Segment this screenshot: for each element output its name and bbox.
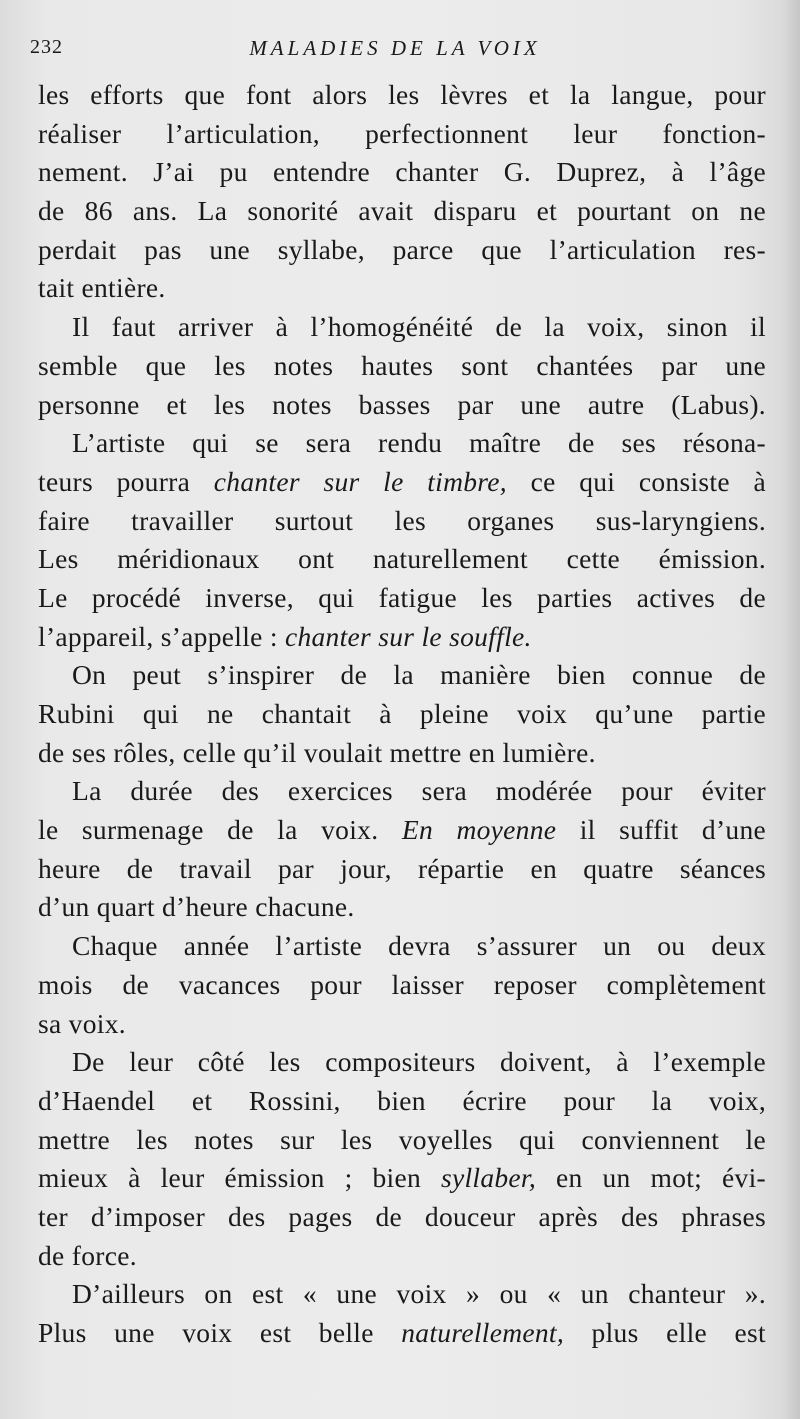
text-line: Rubini qui ne chantait à pleine voix qu’une partie bbox=[38, 698, 766, 729]
text-line: tait entière. bbox=[38, 272, 166, 304]
text-line: Il faut arriver à l’homogénéité de la voix, sinon il bbox=[72, 311, 766, 343]
italic-run: chanter sur le souffle. bbox=[284, 620, 532, 652]
text-line: nement. J’ai pu entendre chanter G. Duprez, à l’âge bbox=[38, 156, 766, 188]
text-line bbox=[38, 1159, 766, 1198]
italic-run: syllaber, bbox=[440, 1162, 537, 1194]
text-run: ce qui consiste à bbox=[506, 465, 766, 497]
text-line: ter d’imposer des pages de douceur après des phrases bbox=[38, 1200, 766, 1232]
text-line: L’artiste qui se sera rendu maître de ses résona- bbox=[72, 427, 766, 459]
text-line bbox=[38, 811, 766, 850]
italic-run: chanter sur le timbre, bbox=[213, 465, 507, 497]
text-line: réaliser l’articulation, perfectionnent leur fonction- bbox=[38, 117, 766, 149]
text-line: D’ailleurs on est « une voix » ou « un chanteur ». bbox=[72, 1278, 766, 1310]
text-run: il suffit d’une bbox=[556, 814, 767, 846]
text-run: teurs pourra bbox=[38, 465, 214, 497]
text-run: plus elle est bbox=[564, 1317, 766, 1348]
text-line bbox=[38, 1314, 766, 1353]
text-line: d’un quart d’heure chacune. bbox=[38, 891, 355, 923]
page-header bbox=[30, 36, 760, 66]
text-run: Plus une voix est belle bbox=[38, 1317, 402, 1348]
italic-run: naturellement, bbox=[401, 1317, 565, 1348]
text-line: Chaque année l’artiste devra s’assurer un ou deux bbox=[72, 930, 766, 962]
text-line: les efforts que font alors les lèvres et la langue, pour bbox=[38, 79, 766, 110]
text-run: l’appareil, s’appelle : bbox=[38, 620, 285, 652]
text-line: La durée des exercices sera modérée pour éviter bbox=[72, 775, 766, 807]
page-edge-shadow bbox=[782, 0, 800, 1419]
text-line: mois de vacances pour laisser reposer complètement bbox=[38, 968, 766, 1000]
text-line: On peut s’inspirer de la manière bien connue de bbox=[72, 659, 766, 691]
text-line: faire travailler surtout les organes sus-laryngiens. bbox=[38, 504, 766, 536]
text-line: sa voix. bbox=[38, 1007, 126, 1039]
text-line bbox=[38, 463, 766, 502]
text-run: en un mot; évi- bbox=[536, 1162, 766, 1194]
running-title: MALADIES DE LA VOIX bbox=[249, 36, 541, 60]
italic-run: En moyenne bbox=[401, 814, 557, 846]
page-number: 232 bbox=[30, 36, 63, 58]
text-line: heure de travail par jour, répartie en quatre séances bbox=[38, 852, 766, 884]
text-line: d’Haendel et Rossini, bien écrire pour la voix, bbox=[38, 1084, 766, 1116]
text-line: semble que les notes hautes sont chantées par une bbox=[38, 349, 766, 381]
text-line: Les méridionaux ont naturellement cette émission. bbox=[38, 543, 766, 575]
text-line: de force. bbox=[38, 1239, 137, 1271]
text-line bbox=[38, 618, 766, 657]
text-line: perdait pas une syllabe, parce que l’articulation res- bbox=[38, 233, 766, 265]
text-line: de ses rôles, celle qu’il voulait mettre en lumière. bbox=[38, 736, 596, 768]
text-line: personne et les notes basses par une autre (Labus). bbox=[38, 388, 766, 420]
body-text bbox=[38, 76, 766, 1353]
text-line: mettre les notes sur les voyelles qui conviennent le bbox=[38, 1123, 766, 1155]
text-run: mieux à leur émission ; bien bbox=[38, 1162, 441, 1194]
text-line: De leur côté les compositeurs doivent, à l’exemple bbox=[72, 1046, 766, 1078]
text-line: de 86 ans. La sonorité avait disparu et pourtant on ne bbox=[38, 195, 766, 227]
text-run: le surmenage de la voix. bbox=[38, 814, 402, 846]
text-line: Le procédé inverse, qui fatigue les parties actives de bbox=[38, 581, 766, 613]
